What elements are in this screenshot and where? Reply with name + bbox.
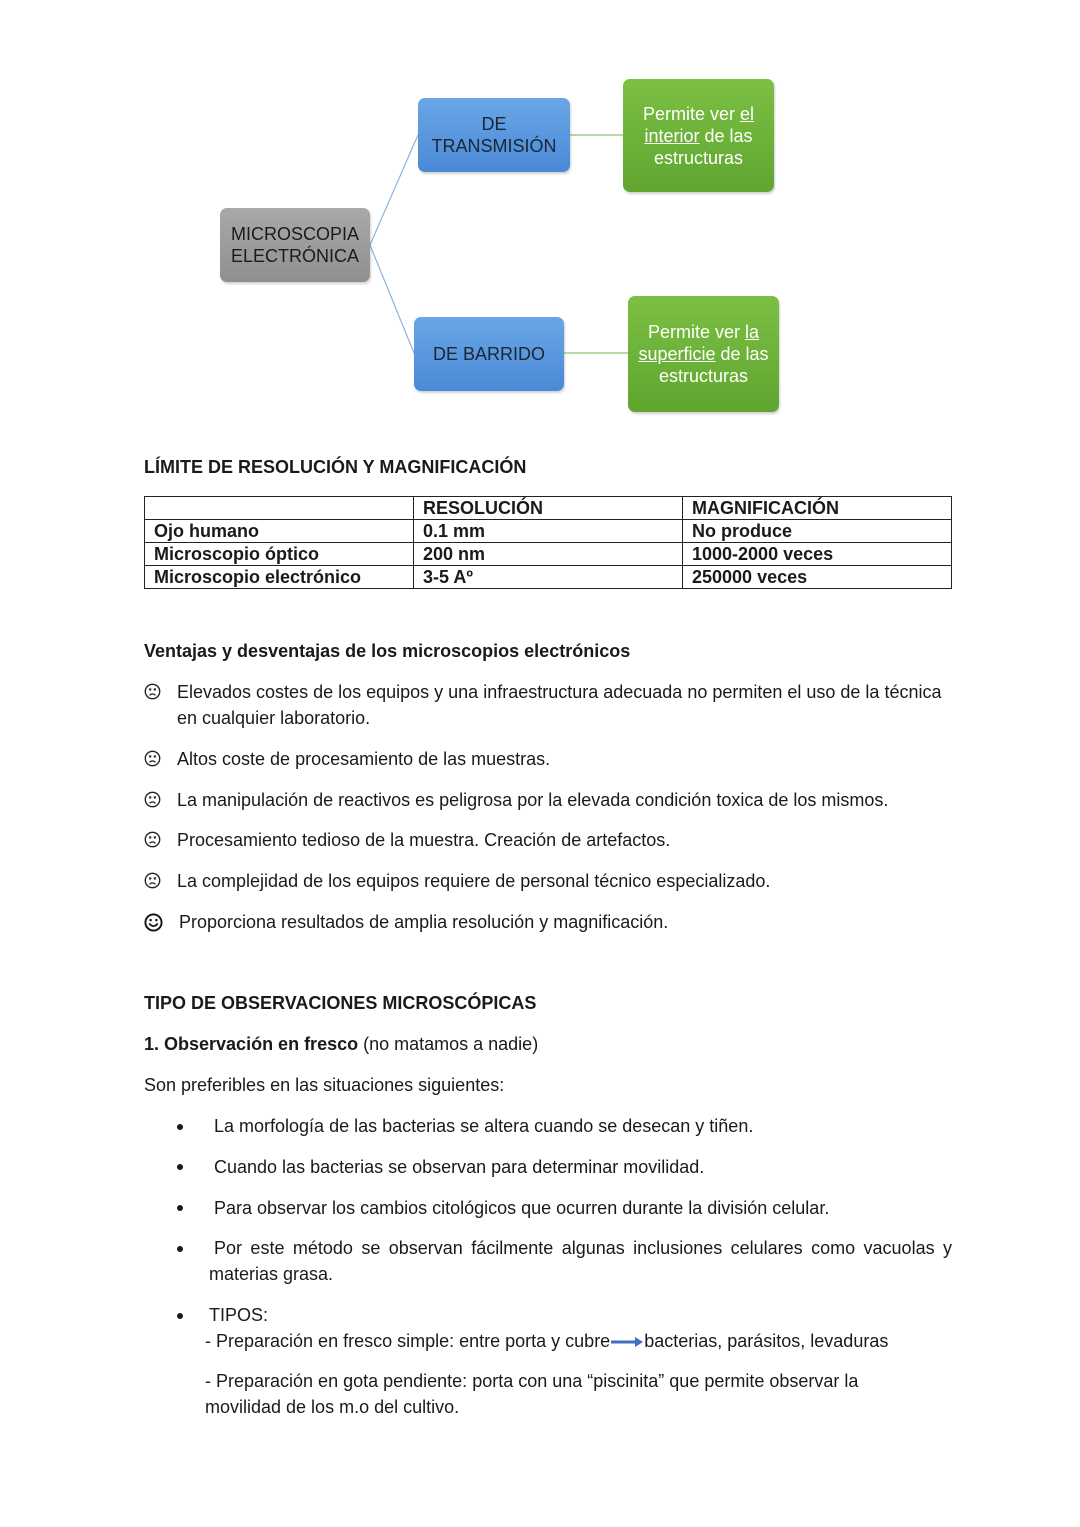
bullet-item-3: Para observar los cambios citológicos que ocurren durante la división celular. bbox=[214, 1198, 830, 1218]
ventaja-item-5: La complejidad de los equipos requiere de personal técnico especializado. bbox=[177, 871, 771, 891]
root-line-2: ELECTRÓNICA bbox=[230, 246, 360, 266]
table-header-cell: RESOLUCIÓN bbox=[414, 497, 683, 520]
observacion-fresco-bold: 1. Observación en fresco bbox=[144, 1034, 359, 1054]
arrow-right-icon bbox=[611, 1336, 643, 1348]
bullet-item-2: Cuando las bacterias se observan para determinar movilidad. bbox=[214, 1157, 705, 1177]
table-cell: 250000 veces bbox=[683, 566, 952, 589]
branch-barrido-label: DE BARRIDO bbox=[432, 344, 546, 364]
leaf-t-last: estructuras bbox=[653, 147, 744, 168]
sad-face-icon bbox=[144, 683, 161, 700]
table-row bbox=[145, 566, 952, 589]
table-header-cell: MAGNIFICACIÓN bbox=[683, 497, 952, 520]
leaf-b-post: de las bbox=[715, 344, 769, 364]
ventaja-item-1-line-1: Elevados costes de los equipos y una infraestructura adecuada no permiten el uso de la técnica bbox=[177, 682, 942, 702]
bullet-item-1: La morfología de las bacterias se altera cuando se desecan y tiñen. bbox=[214, 1116, 754, 1136]
resolution-table bbox=[144, 496, 952, 589]
ventaja-item-2: Altos coste de procesamiento de las muestras. bbox=[177, 749, 551, 769]
table-cell: 0.1 mm bbox=[414, 520, 683, 543]
sad-face-icon bbox=[144, 872, 161, 889]
tipo-1-line bbox=[205, 1328, 888, 1354]
leaf-t-post: de las bbox=[699, 125, 753, 146]
diagram-leaf-transmision bbox=[623, 79, 774, 192]
observaciones-heading: TIPO DE OBSERVACIONES MICROSCÓPICAS bbox=[144, 993, 537, 1013]
ventajas-heading: Ventajas y desventajas de los microscopios electrónicos bbox=[144, 641, 631, 661]
leaf-t-pre: Permite ver bbox=[642, 103, 740, 124]
table-cell: Ojo humano bbox=[145, 520, 414, 543]
diagram-root-node bbox=[220, 208, 370, 282]
bullet-icon bbox=[177, 1124, 183, 1130]
table-cell: Microscopio óptico bbox=[145, 543, 414, 566]
tipo-2-line-1: - Preparación en gota pendiente: porta con una “piscinita” que permite observar la bbox=[205, 1371, 859, 1391]
table-row bbox=[145, 543, 952, 566]
diagram-leaf-barrido bbox=[628, 296, 779, 412]
bullet-icon bbox=[177, 1164, 183, 1170]
bullet-item-4-line-2: materias grasa. bbox=[209, 1264, 334, 1284]
tipo-2-line-2: movilidad de los m.o del cultivo. bbox=[205, 1397, 460, 1417]
bullet-icon bbox=[177, 1313, 183, 1319]
sad-face-icon bbox=[144, 791, 161, 808]
bullet-icon bbox=[177, 1205, 183, 1211]
sad-face-icon bbox=[144, 750, 161, 767]
ventaja-item-3: La manipulación de reactivos es peligrosa por la elevada condición toxica de los mismos. bbox=[177, 790, 889, 810]
branch-transmision-label: DE TRANSMISIÓN bbox=[431, 114, 557, 156]
diagram-branch-barrido bbox=[414, 317, 564, 391]
observacion-fresco-note: (no matamos a nadie) bbox=[358, 1034, 539, 1054]
table-cell: 3-5 Aº bbox=[414, 566, 683, 589]
limite-heading: LÍMITE DE RESOLUCIÓN Y MAGNIFICACIÓN bbox=[144, 457, 527, 477]
table-header-row bbox=[145, 497, 952, 520]
table-cell: Microscopio electrónico bbox=[145, 566, 414, 589]
leaf-b-u2: superficie bbox=[638, 344, 716, 364]
leaf-b-u1: la bbox=[745, 322, 760, 342]
ventaja-item-1-line-2: en cualquier laboratorio. bbox=[177, 708, 371, 728]
tipo-1-text: - Preparación en fresco simple: entre porta y cubre bbox=[205, 1331, 611, 1351]
tipo-1-result: bacterias, parásitos, levaduras bbox=[644, 1331, 889, 1351]
observacion-fresco-title bbox=[144, 1031, 538, 1057]
bullet-item-4-line-1: Por este método se observan fácilmente algunas inclusiones celulares como vacuolas y bbox=[214, 1238, 952, 1258]
table-row bbox=[145, 520, 952, 543]
leaf-t-u1: el bbox=[740, 103, 755, 124]
table-cell: No produce bbox=[683, 520, 952, 543]
leaf-t-u2: interior bbox=[644, 125, 700, 146]
diagram-branch-transmision bbox=[418, 98, 570, 172]
root-line-1: MICROSCOPIA bbox=[230, 224, 359, 244]
happy-face-icon bbox=[144, 913, 163, 932]
tipos-label: TIPOS: bbox=[209, 1305, 269, 1325]
leaf-b-last: estructuras bbox=[658, 366, 749, 386]
table-cell: 200 nm bbox=[414, 543, 683, 566]
ventaja-item-6: Proporciona resultados de amplia resolución y magnificación. bbox=[179, 912, 669, 932]
sad-face-icon bbox=[144, 831, 161, 848]
ventaja-item-4: Procesamiento tedioso de la muestra. Creación de artefactos. bbox=[177, 830, 671, 850]
table-cell: 1000-2000 veces bbox=[683, 543, 952, 566]
bullet-icon bbox=[177, 1246, 183, 1252]
observaciones-intro: Son preferibles en las situaciones siguientes: bbox=[144, 1075, 505, 1095]
table-header-cell bbox=[145, 497, 414, 520]
leaf-b-pre: Permite ver bbox=[647, 322, 745, 342]
